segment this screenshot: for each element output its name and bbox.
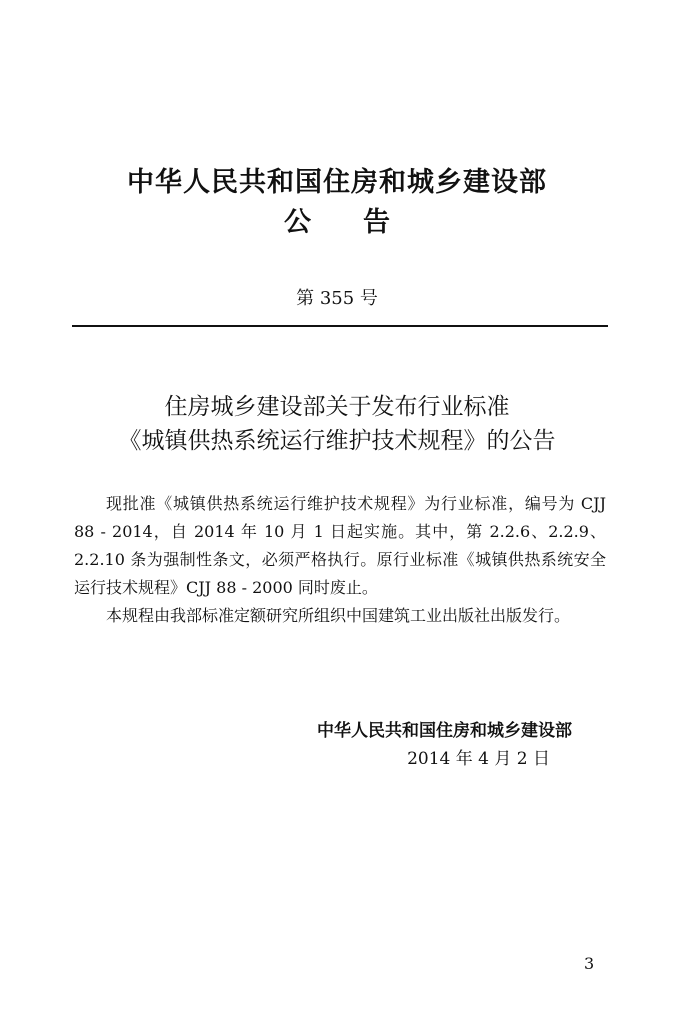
body-paragraph-2: 本规程由我部标准定额研究所组织中国建筑工业出版社出版发行。 <box>106 606 571 625</box>
subject-line-2: 《城镇供热系统运行维护技术规程》的公告 <box>118 428 556 454</box>
issuing-ministry-title: 中华人民共和国住房和城乡建设部 <box>127 167 547 198</box>
subject-line-1: 住房城乡建设部关于发布行业标准 <box>164 394 510 420</box>
body-paragraph-1: 现批准《城镇供热系统运行维护技术规程》为行业标准，编号为 CJJ 88 - 2014，自 2014 年 10 月 1 日起实施。其中，第 2.2.6、2.2.9、2.2.10 条为强制性条文，必须严格执行。原行业标准《城镇供热系统安全运行技术规程》CJJ 88 - 2000 同时废止。 <box>74 494 606 597</box>
page-number: 3 <box>584 954 595 973</box>
notice-heading-char-1: 公 <box>284 207 311 238</box>
announcement-subject <box>0 390 674 458</box>
header-divider <box>72 325 608 327</box>
signature-issuer: 中华人民共和国住房和城乡建设部 <box>317 721 572 741</box>
announcement-body <box>74 490 606 630</box>
announcement-number: 第 355 号 <box>296 288 378 309</box>
notice-heading-char-2: 告 <box>363 207 390 238</box>
signature-date: 2014 年 4 月 2 日 <box>407 749 550 769</box>
notice-heading <box>0 206 674 240</box>
